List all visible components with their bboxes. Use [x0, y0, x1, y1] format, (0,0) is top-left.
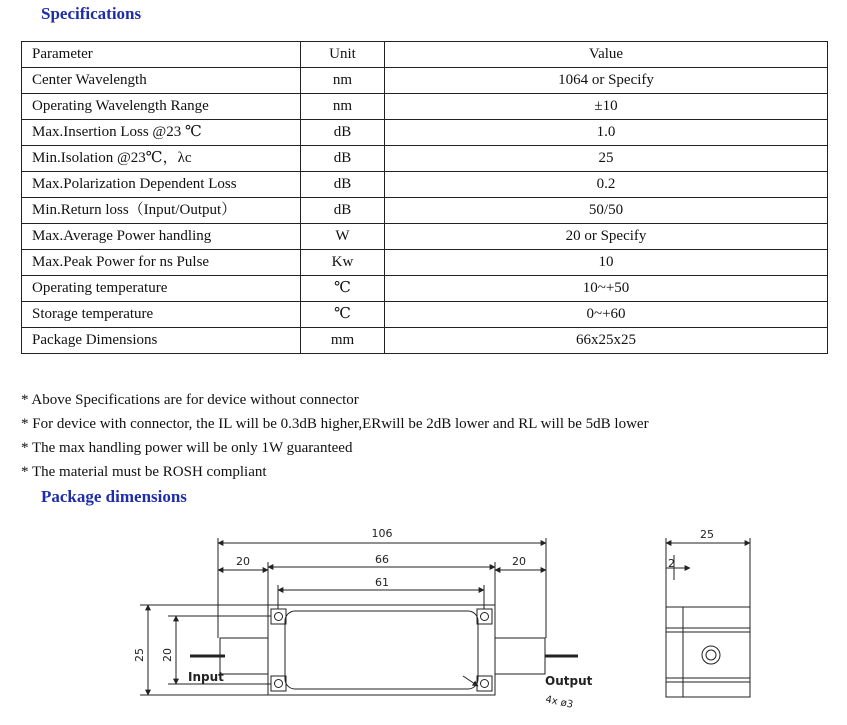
dim-hole-height: 20	[161, 648, 174, 662]
parameter-cell: Max.Insertion Loss @23 ℃	[22, 120, 301, 146]
input-label: Input	[188, 670, 224, 684]
value-cell: 66x25x25	[385, 328, 828, 354]
output-label: Output	[545, 674, 593, 688]
unit-cell: dB	[301, 146, 385, 172]
unit-cell: nm	[301, 94, 385, 120]
notes-list	[21, 388, 649, 484]
value-cell: 10~+50	[385, 276, 828, 302]
note-item: * The max handling power will be only 1W guaranteed	[21, 440, 353, 456]
parameter-column-header: Parameter	[22, 42, 301, 68]
table-row	[22, 302, 828, 328]
dim-side-offset: 2	[668, 557, 675, 570]
unit-cell: W	[301, 224, 385, 250]
package-dimensions-heading: Package dimensions	[41, 487, 187, 506]
parameter-cell: Max.Average Power handling	[22, 224, 301, 250]
value-cell: 25	[385, 146, 828, 172]
note-item: * The material must be ROSH compliant	[21, 464, 267, 480]
parameter-cell: Min.Isolation @23℃，λc	[22, 146, 301, 172]
table-row	[22, 276, 828, 302]
dim-body-length: 66	[375, 553, 389, 566]
table-row	[22, 198, 828, 224]
parameter-cell: Operating temperature	[22, 276, 301, 302]
parameter-cell: Package Dimensions	[22, 328, 301, 354]
value-cell: 0.2	[385, 172, 828, 198]
parameter-cell: Storage temperature	[22, 302, 301, 328]
dim-hole-spacing: 61	[375, 576, 389, 589]
package-drawing	[0, 510, 847, 725]
side-view	[666, 538, 750, 697]
parameter-cell: Center Wavelength	[22, 68, 301, 94]
table-row	[22, 172, 828, 198]
parameter-cell: Max.Peak Power for ns Pulse	[22, 250, 301, 276]
value-cell: 1064 or Specify	[385, 68, 828, 94]
value-cell: 50/50	[385, 198, 828, 224]
value-column-header: Value	[385, 42, 828, 68]
table-row	[22, 120, 828, 146]
unit-column-header: Unit	[301, 42, 385, 68]
note-item: * For device with connector, the IL will be 0.3dB higher,ERwill be 2dB lower and RL will be 5dB lower	[21, 416, 649, 432]
unit-cell: dB	[301, 198, 385, 224]
dim-height: 25	[133, 648, 146, 662]
value-cell: 1.0	[385, 120, 828, 146]
table-row	[22, 68, 828, 94]
parameter-cell: Operating Wavelength Range	[22, 94, 301, 120]
specifications-table	[21, 41, 828, 354]
unit-cell: ℃	[301, 302, 385, 328]
unit-cell: Kw	[301, 250, 385, 276]
value-cell: 10	[385, 250, 828, 276]
value-cell: 0~+60	[385, 302, 828, 328]
table-row	[22, 328, 828, 354]
holes-label: 4x ø3	[544, 694, 575, 711]
dim-left-lead: 20	[236, 555, 250, 568]
value-cell: ±10	[385, 94, 828, 120]
specifications-heading: Specifications	[41, 4, 142, 23]
table-row	[22, 224, 828, 250]
table-row	[22, 146, 828, 172]
unit-cell: dB	[301, 120, 385, 146]
dim-total-length: 106	[371, 527, 393, 540]
unit-cell: dB	[301, 172, 385, 198]
dim-side-width: 25	[700, 528, 714, 541]
parameter-cell: Min.Return loss（Input/Output）	[22, 198, 301, 224]
value-cell: 20 or Specify	[385, 224, 828, 250]
unit-cell: mm	[301, 328, 385, 354]
table-header-row	[22, 42, 828, 68]
table-row	[22, 250, 828, 276]
note-item: * Above Specifications are for device without connector	[21, 392, 359, 408]
table-row	[22, 94, 828, 120]
unit-cell: nm	[301, 68, 385, 94]
dim-right-lead: 20	[512, 555, 526, 568]
unit-cell: ℃	[301, 276, 385, 302]
parameter-cell: Max.Polarization Dependent Loss	[22, 172, 301, 198]
